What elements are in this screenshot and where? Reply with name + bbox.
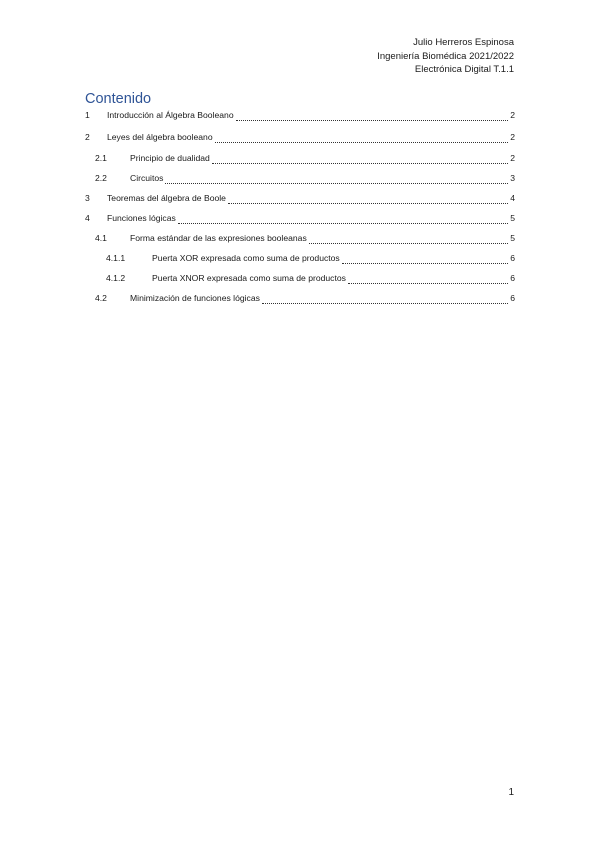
toc-entry-page: 6 <box>510 293 515 303</box>
toc-entry-label: Puerta XOR expresada como suma de productos <box>152 253 340 263</box>
toc-entry-number: 2 <box>85 132 90 142</box>
toc-entry-number: 3 <box>85 193 90 203</box>
toc-entry-1[interactable] <box>85 110 515 124</box>
toc-entry-2-1[interactable] <box>85 153 515 167</box>
toc-entry-2[interactable] <box>85 132 515 146</box>
toc-entry-label: Principio de dualidad <box>130 153 210 163</box>
toc-entry-page: 3 <box>510 173 515 183</box>
toc-entry-number: 4.1 <box>95 233 107 243</box>
toc-entry-number: 4.2 <box>95 293 107 303</box>
toc-entry-page: 2 <box>510 132 515 142</box>
toc-entry-number: 4 <box>85 213 90 223</box>
toc-entry-page: 6 <box>510 253 515 263</box>
toc-leader-dots <box>228 203 508 204</box>
toc-leader-dots <box>236 120 509 121</box>
toc-entry-label: Puerta XNOR expresada como suma de productos <box>152 273 346 283</box>
toc-entry-4[interactable] <box>85 213 515 227</box>
header-course: Ingeniería Biomédica 2021/2022 <box>377 50 514 62</box>
toc-title: Contenido <box>85 91 152 107</box>
toc-entry-label: Introducción al Álgebra Booleano <box>107 110 234 120</box>
toc-entry-3[interactable] <box>85 193 515 207</box>
toc-leader-dots <box>309 243 508 244</box>
toc-leader-dots <box>342 263 508 264</box>
toc-entry-number: 4.1.1 <box>106 253 126 263</box>
toc-leader-dots <box>165 183 508 184</box>
toc-entry-page: 4 <box>510 193 515 203</box>
toc-entry-4-1[interactable] <box>85 233 515 247</box>
toc-entry-4-1-2[interactable] <box>85 273 515 287</box>
toc-leader-dots <box>178 223 508 224</box>
toc-entry-4-1-1[interactable] <box>85 253 515 267</box>
toc-entry-number: 2.1 <box>95 153 107 163</box>
toc-entry-number: 2.2 <box>95 173 107 183</box>
toc-entry-page: 5 <box>510 233 515 243</box>
header-author: Julio Herreros Espinosa <box>413 37 514 48</box>
toc-entry-label: Teoremas del álgebra de Boole <box>107 193 226 203</box>
toc-leader-dots <box>262 303 508 304</box>
page-header <box>377 36 514 77</box>
toc-entry-page: 2 <box>510 110 515 120</box>
toc-entry-label: Minimización de funciones lógicas <box>130 293 260 303</box>
toc-entry-label: Leyes del álgebra booleano <box>107 132 213 142</box>
header-subject: Electrónica Digital T.1.1 <box>414 64 514 75</box>
page-number: 1 <box>508 787 514 798</box>
toc-entry-2-2[interactable] <box>85 173 515 187</box>
toc-entry-4-2[interactable] <box>85 293 515 307</box>
toc-leader-dots <box>212 163 508 164</box>
toc-entry-page: 2 <box>510 153 515 163</box>
toc-entry-page: 6 <box>510 273 515 283</box>
toc-entry-number: 1 <box>85 110 90 120</box>
toc-leader-dots <box>215 142 509 143</box>
toc-entry-label: Circuitos <box>130 173 164 183</box>
toc-entry-label: Funciones lógicas <box>107 213 176 223</box>
toc-leader-dots <box>348 283 508 284</box>
toc-entry-label: Forma estándar de las expresiones booleanas <box>130 233 307 243</box>
toc-entry-number: 4.1.2 <box>106 273 126 283</box>
toc-entry-page: 5 <box>510 213 515 223</box>
